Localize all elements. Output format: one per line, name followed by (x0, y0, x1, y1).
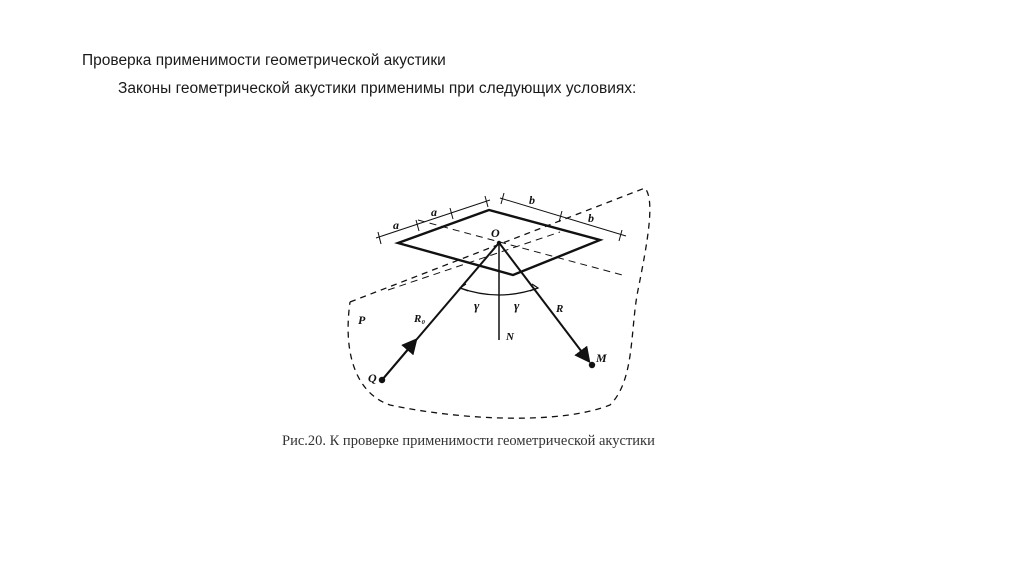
angle-arrow-left (460, 284, 468, 291)
dimension-tick-a2 (416, 220, 419, 231)
label-a2: a (431, 205, 437, 219)
point-origin (497, 241, 501, 245)
dimension-tick-b3 (619, 230, 622, 241)
label-a1: a (393, 218, 399, 232)
label-normal: N (506, 331, 514, 343)
label-gamma-right: γ (514, 298, 520, 313)
figure-caption: Рис.20. К проверке применимости геометрической акустики (282, 433, 655, 449)
diagram-svg (330, 180, 670, 430)
incident-arrow (382, 341, 415, 380)
center-line-b (388, 232, 560, 290)
acoustics-diagram (330, 180, 670, 430)
slide-subtitle: Законы геометрической акустики применимы при следующих условиях: (118, 80, 637, 97)
point-source (379, 377, 385, 383)
label-receiver: M (596, 351, 607, 365)
label-source: Q (368, 371, 377, 385)
dimension-tick-a1 (378, 232, 381, 244)
label-origin: O (491, 226, 500, 240)
point-receiver (589, 362, 595, 368)
label-reflected-ray: R (556, 303, 564, 315)
slide-title: Проверка применимости геометрической акустики (82, 52, 446, 69)
label-incident-ray: R₀ (414, 313, 426, 325)
label-gamma-left: γ (474, 298, 480, 313)
center-line-a (418, 220, 626, 276)
label-surface: P (358, 313, 366, 327)
label-b1: b (529, 193, 535, 207)
label-b2: b (588, 211, 594, 225)
